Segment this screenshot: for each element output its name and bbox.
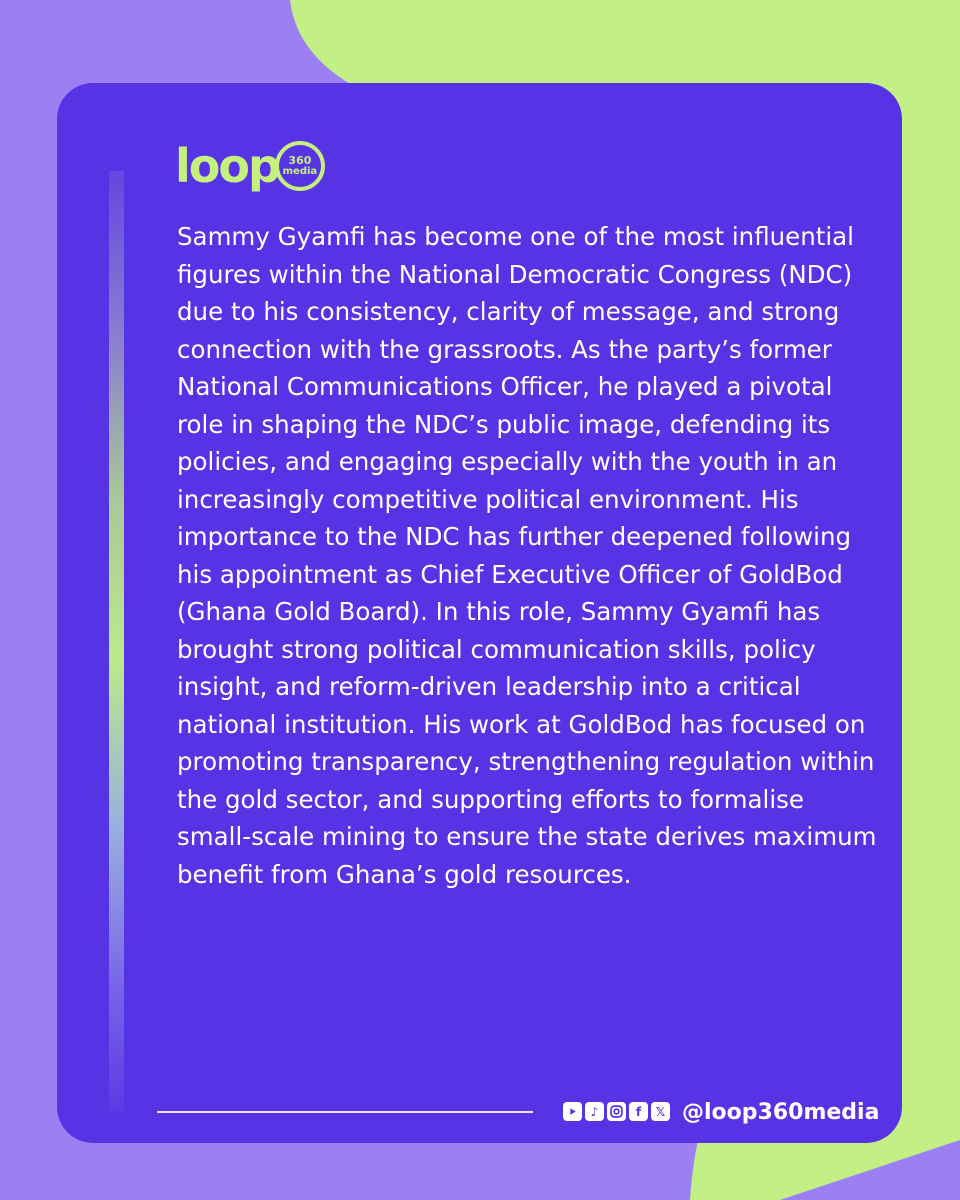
accent-bar xyxy=(109,171,124,1111)
facebook-icon[interactable]: f xyxy=(629,1102,648,1121)
social-handle[interactable]: @loop360media xyxy=(682,1100,880,1125)
logo-ring-bottom-text: media xyxy=(282,165,318,177)
logo-ring-top-text: 360 xyxy=(288,153,312,167)
footer xyxy=(157,1098,880,1128)
logo-word: loop xyxy=(175,139,279,193)
x-icon[interactable]: 𝕏 xyxy=(651,1102,670,1121)
article-body: Sammy Gyamfi has become one of the most influential figures within the National Democratic Congress (NDC) due to his consistency, clarity of message, and strong connection with the grassroots. As the party’s former National Communications Officer, he played a pivotal role in shaping the NDC’s public image, defending its policies, and engaging especially with the youth in an increasingly competitive political environment. His importance to the NDC has further deepened following his appointment as Chief Executive Officer of GoldBod (Ghana Gold Board). In this role, Sammy Gyamfi has brought strong political communication skills, policy insight, and reform-driven leadership into a critical national institution. His work at GoldBod has focused on promoting transparency, strengthening regulation within the gold sector, and supporting efforts to formalise small-scale mining to ensure the state derives maximum benefit from Ghana’s gold resources. xyxy=(177,222,877,889)
tiktok-icon[interactable]: ♪ xyxy=(585,1102,604,1121)
social-icons xyxy=(563,1102,670,1121)
instagram-icon[interactable] xyxy=(607,1102,626,1121)
loop360media-logo xyxy=(175,141,325,191)
footer-divider xyxy=(157,1111,533,1113)
article-card xyxy=(57,83,902,1143)
youtube-icon[interactable] xyxy=(563,1102,582,1121)
logo-ring xyxy=(275,141,325,191)
